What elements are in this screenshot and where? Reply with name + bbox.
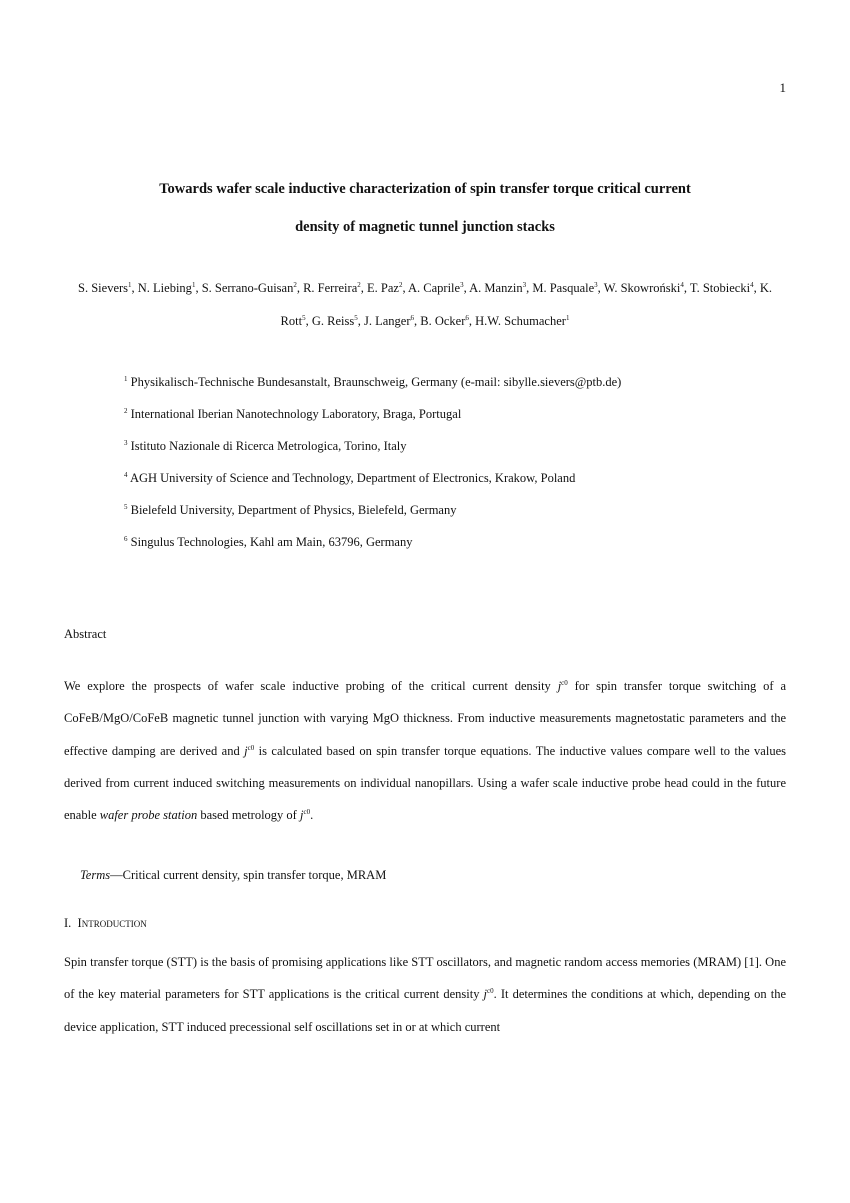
author-name: H.W. Schumacher xyxy=(475,314,566,328)
author-name: M. Pasquale xyxy=(532,281,595,295)
introduction-body xyxy=(64,946,786,1043)
author xyxy=(364,314,414,328)
affiliation xyxy=(124,436,621,468)
affiliation-marker: 2 xyxy=(398,281,403,289)
affiliation-marker: 1 xyxy=(191,281,196,289)
affiliation xyxy=(124,404,621,436)
affiliation-marker: 1 xyxy=(128,281,132,289)
affiliation-text: AGH University of Science and Technology, Department of Electronics, Krakow, Poland xyxy=(129,471,576,485)
author-list: S. Sievers$^1$, N. Liebing$^1$, S. Serrano-Guisan$^2$, R. Ferreira$^2$, E. Paz$^2$, A. Caprile$^3$, A. Manzin$^3$, M. Pasquale$^3$, W. Skowroński$^4$, T. Stobiecki$^4$, K. Rott$^5$, G. Reiss$^5$, J. Langer$^6$, B. Ocker$^6$, H.W. Schumacher$^1$ xyxy=(78,281,772,328)
affiliation xyxy=(124,500,621,532)
affiliation-text: Istituto Nazionale di Ricerca Metrologica, Torino, Italy xyxy=(130,439,407,453)
paper-title xyxy=(64,170,786,246)
affiliation xyxy=(124,468,621,500)
author-name: W. Skowroński xyxy=(603,281,681,295)
affiliation-marker: 5 xyxy=(302,314,306,322)
section-title: Introduction xyxy=(77,916,147,930)
text-run: . It determines the conditions at which, depending on the device application, STT induced precessional self oscillations set in or at which current xyxy=(64,987,786,1034)
text-run: . xyxy=(310,808,314,823)
author-name: S. Serrano-Guisan xyxy=(201,281,294,295)
author xyxy=(138,281,196,295)
page-number: 1 xyxy=(779,80,786,95)
author-name: N. Liebing xyxy=(137,281,192,295)
affiliation-marker: 2 xyxy=(357,281,361,289)
affiliation-number: 4 xyxy=(124,471,128,479)
affiliation-marker: 3 xyxy=(522,281,527,289)
superscript: c0 xyxy=(303,808,311,817)
author xyxy=(78,281,132,295)
text-run: for spin transfer torque switching of a CoFeB/MgO/CoFeB magnetic tunnel junction with varying MgO thickness. From inductive measurements magnetostatic parameters and the effective damping are derived and xyxy=(64,679,786,758)
affiliation-text: Bielefeld University, Department of Physics, Bielefeld, Germany xyxy=(130,503,457,517)
affiliation xyxy=(124,372,621,404)
title-line-2: density of magnetic tunnel junction stacks xyxy=(295,219,555,235)
author-name: A. Manzin xyxy=(469,281,523,295)
author xyxy=(408,281,464,295)
affiliation-number: 1 xyxy=(124,375,128,383)
author-name: G. Reiss xyxy=(311,314,355,328)
affiliation-marker: 2 xyxy=(293,281,297,289)
affiliation-marker: 3 xyxy=(460,281,464,289)
affiliation-marker: 5 xyxy=(354,314,358,322)
author-name: A. Caprile xyxy=(408,281,461,295)
affiliation-text: Physikalisch-Technische Bundesanstalt, Braunschweig, Germany (e-mail: sibylle.sievers@ptb.de) xyxy=(130,375,622,389)
author-name: B. Ocker xyxy=(420,314,466,328)
author xyxy=(420,314,469,328)
affiliation-number: 5 xyxy=(124,503,128,511)
author xyxy=(532,281,597,295)
affiliation-marker: 3 xyxy=(594,281,598,289)
affiliation-text: International Iberian Nanotechnology Laboratory, Braga, Portugal xyxy=(130,407,462,421)
superscript: c0 xyxy=(247,743,255,752)
affiliation-marker: 4 xyxy=(680,281,684,289)
section-number: I. xyxy=(64,916,78,930)
author-name: K. Rott xyxy=(280,281,772,328)
author xyxy=(469,281,526,295)
index-terms-label: Terms xyxy=(80,868,111,882)
author-name: T. Stobiecki xyxy=(689,281,751,295)
author xyxy=(367,281,402,295)
author xyxy=(604,281,684,295)
superscript: c0 xyxy=(561,679,568,687)
author xyxy=(202,281,297,295)
italic-text: wafer probe station xyxy=(99,808,198,823)
author xyxy=(475,314,569,328)
affiliation-marker: 1 xyxy=(565,314,570,322)
author-name: S. Sievers xyxy=(78,281,129,295)
affiliation xyxy=(124,532,621,564)
affiliation-marker: 6 xyxy=(465,314,469,322)
italic-text: j xyxy=(244,743,248,758)
abstract-heading: Abstract xyxy=(64,627,107,641)
author-name: R. Ferreira xyxy=(303,281,358,295)
text-run: based metrology of xyxy=(197,808,300,823)
index-terms xyxy=(80,868,386,883)
author-name: J. Langer xyxy=(363,314,411,328)
affiliation-text: Singulus Technologies, Kahl am Main, 63796, Germany xyxy=(130,535,413,549)
abstract-body xyxy=(64,670,786,831)
italic-text: j xyxy=(557,679,562,693)
affiliation-marker: 4 xyxy=(750,281,754,289)
affiliation-number: 6 xyxy=(124,535,128,543)
affiliation-marker: 6 xyxy=(410,314,414,322)
author xyxy=(690,281,754,295)
author-name: E. Paz xyxy=(367,281,399,295)
italic-text: j xyxy=(483,987,488,1002)
author xyxy=(303,281,361,295)
affiliation-list xyxy=(124,372,621,564)
affiliation-number: 3 xyxy=(124,439,128,447)
text-run: We explore the prospects of wafer scale inductive probing of the critical current density xyxy=(64,679,558,693)
superscript: c0 xyxy=(487,987,494,996)
index-terms-text: —Critical current density, spin transfer torque, MRAM xyxy=(110,868,387,882)
author xyxy=(312,314,358,328)
text-run: Spin transfer torque (STT) is the basis of promising applications like STT oscillators, and magnetic random access memories (MRAM) [1]. One of the key material parameters for STT applications is the critical current density xyxy=(64,955,786,1002)
title-line-1: Towards wafer scale inductive characterization of spin transfer torque critical current xyxy=(159,181,691,197)
section-heading-introduction xyxy=(64,916,147,931)
italic-text: j xyxy=(299,808,304,823)
text-run: is calculated based on spin transfer torque equations. The inductive values compare well to the values derived from current induced switching measurements on individual nanopillars. Using a wafer scale inductive probe head could in the future enable xyxy=(64,743,786,823)
affiliation-number: 2 xyxy=(124,407,128,415)
